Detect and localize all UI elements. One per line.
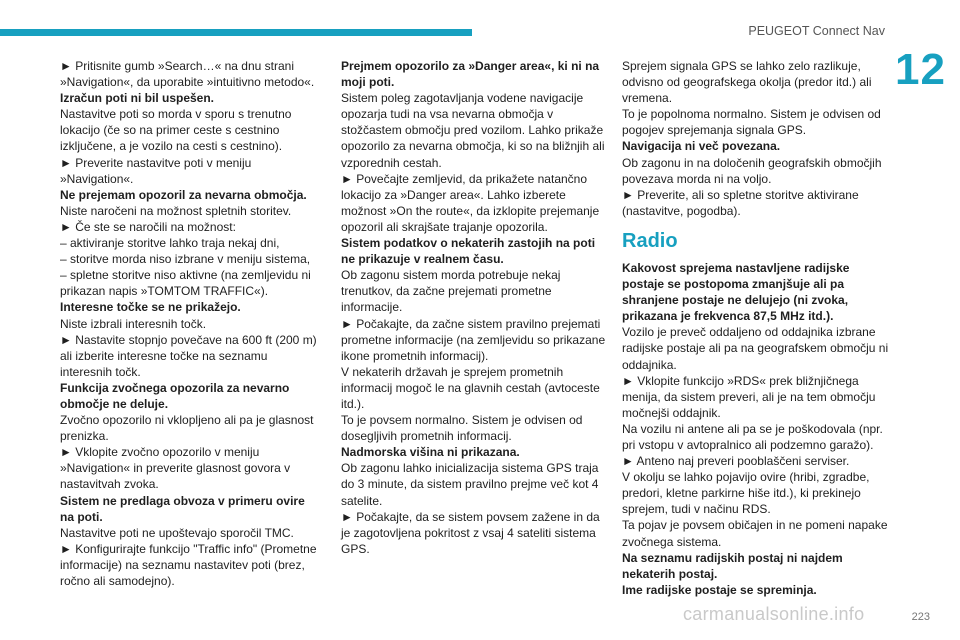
paragraph: ► Konfigurirajte funkcijo "Traffic info" (Prometne informacije) na seznamu nastavitev poti (brez, ročno ali samodejno). — [60, 541, 317, 588]
chapter-number: 12 — [895, 45, 946, 94]
paragraph: Ta pojav je povsem običajen in ne pomeni napake zvočnega sistema. — [622, 518, 888, 549]
paragraph: Sprejem signala GPS se lahko zelo razlikuje, odvisno od geografskega okolja (predor itd.) ali vremena. — [622, 59, 872, 106]
paragraph: Ob zagonu sistem morda potrebuje nekaj trenutkov, da začne prejemati prometne informacije. — [341, 268, 561, 315]
bold-paragraph: Ne prejemam opozoril za nevarna območja. — [60, 187, 307, 202]
bold-paragraph: Sistem podatkov o nekaterih zastojih na poti ne prikazuje v realnem času. — [341, 236, 596, 267]
bold-paragraph: Funkcija zvočnega opozorila za nevarno območje ne deluje. — [60, 380, 290, 411]
bold-paragraph: Ime radijske postaje se spreminja. — [622, 582, 817, 597]
paragraph: ► Če ste se naročili na možnost: — [60, 219, 236, 234]
paragraph: Ob zagonu in na določenih geografskih območjih povezava morda ni na voljo. — [622, 155, 882, 186]
paragraph: Niste izbrali interesnih točk. — [60, 316, 207, 331]
paragraph: – storitve morda niso izbrane v meniju sistema, — [60, 252, 311, 267]
paragraph: Niste naročeni na možnost spletnih storitev. — [60, 203, 292, 218]
paragraph: – spletne storitve niso aktivne (na zemljevidu ni prikazan napis »TOMTOM TRAFFIC«). — [60, 268, 311, 299]
bold-paragraph: Nadmorska višina ni prikazana. — [341, 445, 520, 460]
paragraph: ► Anteno naj preveri pooblaščeni serviser. — [622, 454, 850, 469]
paragraph: ► Vklopite zvočno opozorilo v meniju »Navigation« in preverite glasnost govora v nastavitvah zvoka. — [60, 445, 291, 492]
watermark: carmanualsonline.info — [683, 604, 865, 624]
paragraph: ► Počakajte, da začne sistem pravilno prejemati prometne informacije (na zemljevidu so prikazane ikone prometnih informacij). — [341, 316, 606, 363]
paragraph: Vozilo je preveč oddaljeno od oddajnika izbrane radijske postaje ali pa na geografskem območju ni oddajnika. — [622, 325, 889, 372]
paragraph: Sistem poleg zagotavljanja vodene navigacije opozarja tudi na vsa nevarna območja v stožčastem območju pred vozilom. Lahko prikaže opozorilo za nevarna območja, ki so na bližnjih ali vzporednih cestah. — [341, 91, 605, 170]
bold-paragraph: Navigacija ni več povezana. — [622, 139, 781, 154]
paragraph: Ob zagonu lahko inicializacija sistema GPS traja do 3 minute, da sistem pravilno prejme več kot 4 satelite. — [341, 461, 599, 508]
paragraph: Zvočno opozorilo ni vklopljeno ali pa je glasnost prenizka. — [60, 413, 314, 444]
paragraph: ► Preverite nastavitve poti v meniju »Navigation«. — [60, 155, 252, 186]
paragraph: Na vozilu ni antene ali pa se je poškodovala (npr. pri vstopu v avtopralnico ali podzemno garažo). — [622, 421, 883, 452]
text-column-1 — [60, 58, 322, 589]
paragraph: Nastavitve poti ne upoštevajo sporočil TMC. — [60, 525, 294, 540]
paragraph: To je popolnoma normalno. Sistem je odvisen od pogojev sprejemanja signala GPS. — [622, 107, 881, 138]
paragraph: – aktiviranje storitve lahko traja nekaj dni, — [60, 236, 280, 251]
text-column-3 — [622, 58, 892, 598]
paragraph: Nastavitve poti so morda v sporu s trenutno lokacijo (če so na primer ceste s cestnino izključene, a je vozilo na cesti s cestnino). — [60, 107, 292, 154]
paragraph: V okolju se lahko pojavijo ovire (hribi, zgradbe, predori, kletne parkirne hiše itd.), ki prekinejo sprejem, tudi v načinu RDS. — [622, 470, 870, 517]
bold-paragraph: Na seznamu radijskih postaj ni najdem nekaterih postaj. — [622, 550, 843, 581]
paragraph: V nekaterih državah je sprejem prometnih informacij mogoč le na glavnih cestah (avtoceste itd.). — [341, 364, 600, 411]
paragraph: ► Povečajte zemljevid, da prikažete natančno lokacijo za »Danger area«. Lahko izberete možnost »On the route«, da izklopite prejemanje opozoril ali skrajšate trajanje opozorila. — [341, 171, 600, 234]
section-heading: Radio — [622, 229, 678, 252]
text-column-2 — [341, 58, 606, 557]
paragraph: ► Nastavite stopnjo povečave na 600 ft (200 m) ali izberite interesne točke na seznamu interesnih točk. — [60, 332, 317, 379]
paragraph: ► Preverite, ali so spletne storitve aktivirane (nastavitve, pogodba). — [622, 187, 859, 218]
bold-paragraph: Sistem ne predlaga obvoza v primeru ovire na poti. — [60, 493, 305, 524]
paragraph: To je povsem normalno. Sistem je odvisen od dosegljivih prometnih informacij. — [341, 413, 583, 444]
page-number: 223 — [911, 611, 930, 623]
header-accent-bar — [0, 29, 472, 36]
bold-paragraph: Prejmem opozorilo za »Danger area«, ki ni na moji poti. — [341, 59, 600, 90]
paragraph: ► Vklopite funkcijo »RDS« prek bližnjičnega menija, da sistem preveri, ali je na tem območju močnejši oddajnik. — [622, 373, 876, 420]
bold-paragraph: Izračun poti ni bil uspešen. — [60, 91, 215, 106]
bold-paragraph: Kakovost sprejema nastavljene radijske postaje se postopoma zmanjšuje ali pa shranjene postaje ne delujejo (ni zvoka, prikazana je frekvenca 87,5 MHz itd.). — [622, 260, 850, 324]
header-title: PEUGEOT Connect Nav — [748, 24, 885, 38]
paragraph: ► Počakajte, da se sistem povsem zažene in da je zagotovljena pokritost z vsaj 4 sateliti sistema GPS. — [341, 509, 600, 556]
bold-paragraph: Interesne točke se ne prikažejo. — [60, 300, 241, 315]
paragraph: ► Pritisnite gumb »Search…« na dnu strani »Navigation«, da uporabite »intuitivno metodo«. — [60, 59, 315, 90]
